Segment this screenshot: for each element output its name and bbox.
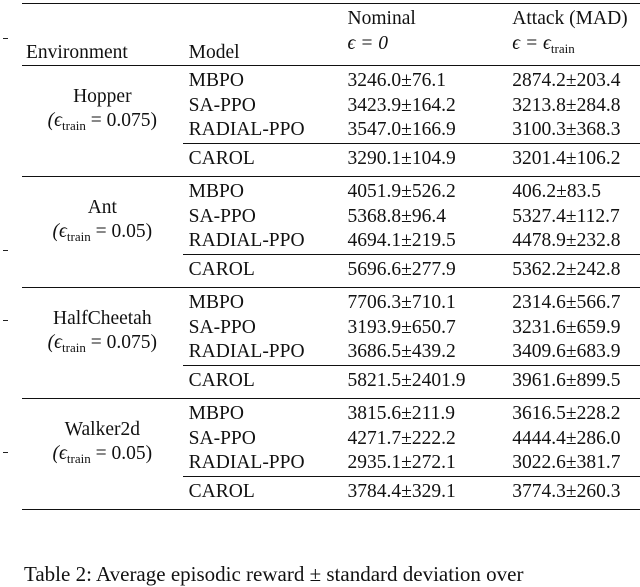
attack-cell: 3100.3±368.3 — [512, 119, 621, 140]
attack-cell: 3774.3±260.3 — [512, 476, 640, 510]
table-caption: Table 2: Average episodic reward ± standard deviation over — [24, 562, 524, 586]
epsilon-prefix: (ϵ — [47, 332, 63, 353]
attack-cell: 3022.6±381.7 — [512, 452, 621, 473]
environment-epsilon — [22, 442, 183, 472]
model-cell: SA-PPO — [188, 205, 256, 227]
nominal-cell: 3815.6±211.9 — [347, 403, 456, 424]
epsilon-prefix: (ϵ — [52, 221, 67, 242]
model-cell: MBPO — [188, 403, 244, 424]
model-cell: MBPO — [188, 292, 244, 313]
attack-cell: 3961.6±899.5 — [512, 365, 640, 399]
model-cell: SA-PPO — [188, 427, 256, 449]
nominal-cell: 3290.1±104.9 — [348, 143, 513, 177]
nominal-cell: 3784.4±329.1 — [348, 476, 513, 510]
epsilon-sub: train — [62, 340, 86, 355]
nominal-cell: 3686.5±439.2 — [347, 341, 456, 362]
epsilon-sub: train — [62, 118, 86, 133]
environment-name: HalfCheetah — [53, 307, 152, 329]
epsilon-suffix: = 0.075) — [85, 332, 157, 353]
model-cell: RADIAL-PPO — [188, 452, 305, 473]
header-row-top — [22, 4, 640, 32]
model-cell: RADIAL-PPO — [188, 119, 305, 140]
nominal-cell: 3193.9±650.7 — [347, 316, 456, 338]
environment-cell — [22, 177, 183, 288]
environment-epsilon — [22, 220, 183, 250]
table-row — [22, 66, 640, 94]
epsilon-suffix: = 0.05) — [90, 443, 153, 464]
attack-cell: 4478.9±232.8 — [512, 230, 621, 251]
model-cell: RADIAL-PPO — [188, 341, 305, 362]
header-environment: Environment — [26, 41, 128, 63]
attack-cell: 3616.5±228.2 — [512, 403, 621, 424]
environment-cell — [22, 66, 183, 177]
epsilon-suffix: = 0.05) — [90, 221, 153, 242]
attack-cell: 3213.8±284.8 — [512, 94, 621, 116]
header-model: Model — [188, 41, 240, 63]
environment-cell — [22, 288, 183, 399]
header-nominal: Nominal — [347, 8, 416, 29]
environment-epsilon — [22, 109, 183, 139]
attack-cell: 4444.4±286.0 — [512, 427, 621, 449]
model-cell: CAROL — [183, 476, 348, 510]
model-cell: CAROL — [183, 143, 348, 177]
attack-cell: 5327.4±112.7 — [512, 205, 620, 227]
attack-cell: 3231.6±659.9 — [512, 316, 621, 338]
attack-cell: 406.2±83.5 — [512, 181, 601, 202]
attack-cell: 3201.4±106.2 — [512, 143, 640, 177]
table-row — [22, 177, 640, 205]
table-row — [22, 288, 640, 316]
nominal-cell: 5368.8±96.4 — [347, 205, 446, 227]
epsilon-prefix: (ϵ — [52, 443, 67, 464]
nominal-cell: 2935.1±272.1 — [347, 452, 456, 473]
attack-cell: 2314.6±566.7 — [512, 292, 621, 313]
results-table — [22, 3, 640, 510]
attack-cell: 3409.6±683.9 — [512, 341, 621, 362]
environment-epsilon — [22, 331, 183, 361]
epsilon-sub: train — [66, 229, 91, 244]
nominal-cell: 5696.6±277.9 — [348, 254, 513, 288]
header-nominal-eps: ϵ = 0 — [347, 32, 389, 54]
header-attack-eps-sub: train — [550, 40, 575, 56]
header-attack: Attack (MAD) — [512, 8, 628, 29]
attack-cell: 5362.2±242.8 — [512, 254, 640, 288]
model-cell: MBPO — [188, 181, 244, 202]
epsilon-prefix: (ϵ — [47, 110, 63, 131]
nominal-cell: 7706.3±710.1 — [347, 292, 456, 313]
model-cell: SA-PPO — [188, 316, 256, 338]
nominal-cell: 4051.9±526.2 — [347, 181, 456, 202]
nominal-cell: 3246.0±76.1 — [347, 70, 446, 91]
nominal-cell: 4271.7±222.2 — [347, 427, 456, 449]
nominal-cell: 4694.1±219.5 — [347, 230, 456, 251]
header-attack-eps — [512, 32, 640, 66]
epsilon-suffix: = 0.075) — [85, 110, 157, 131]
model-cell: CAROL — [183, 254, 348, 288]
left-margin-marks — [0, 0, 12, 581]
epsilon-sub: train — [66, 451, 91, 466]
environment-name: Hopper — [73, 85, 132, 107]
model-cell: SA-PPO — [188, 94, 256, 116]
header-attack-eps-main: ϵ = ϵ — [512, 32, 551, 54]
nominal-cell: 5821.5±2401.9 — [348, 365, 513, 399]
model-cell: CAROL — [183, 365, 348, 399]
attack-cell: 2874.2±203.4 — [512, 70, 621, 91]
nominal-cell: 3423.9±164.2 — [347, 94, 456, 116]
table-row — [22, 399, 640, 427]
model-cell: MBPO — [188, 70, 244, 91]
environment-name: Ant — [87, 196, 117, 218]
environment-cell — [22, 399, 183, 510]
model-cell: RADIAL-PPO — [188, 230, 305, 251]
environment-name: Walker2d — [64, 418, 140, 440]
nominal-cell: 3547.0±166.9 — [347, 119, 456, 140]
